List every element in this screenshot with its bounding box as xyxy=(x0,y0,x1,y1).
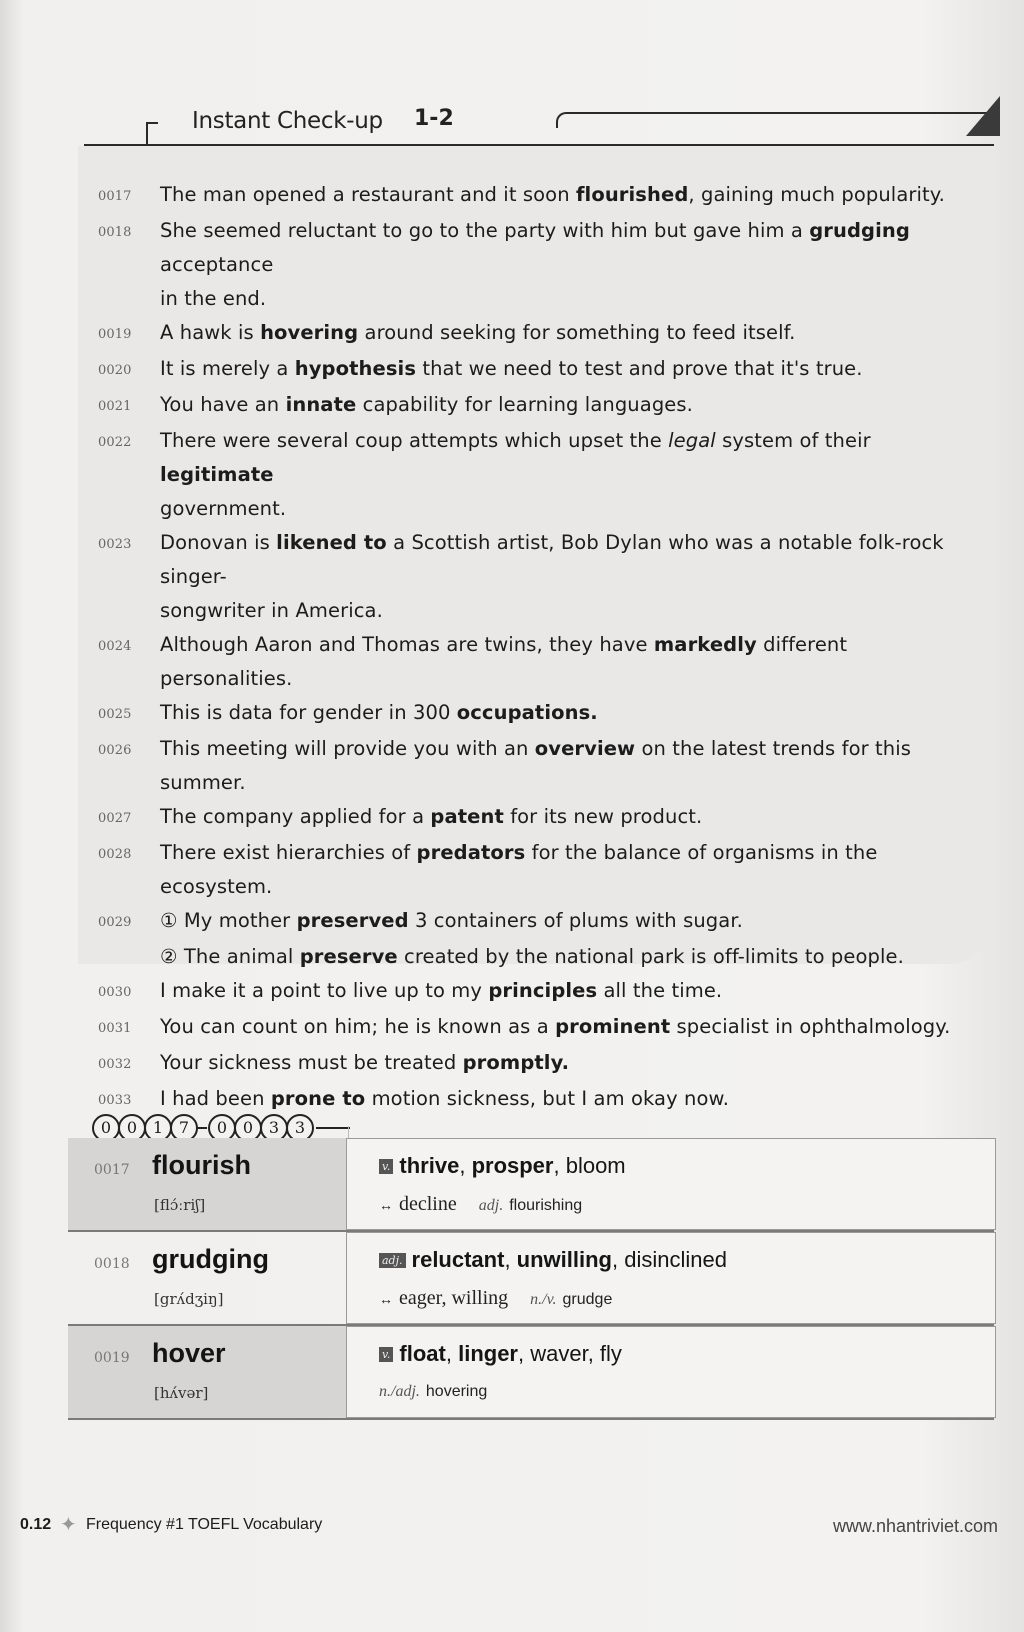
sentence-text: in the end. xyxy=(160,287,267,310)
sentence-row xyxy=(98,178,978,214)
corner-fold xyxy=(966,96,1000,136)
text-run: Donovan is xyxy=(160,531,277,554)
sentence-text xyxy=(160,214,970,282)
star-icon: ✦ xyxy=(60,1512,77,1536)
text-run: ① My mother xyxy=(160,909,297,932)
derivative-pos: adj. xyxy=(478,1197,504,1214)
keyword: prominent xyxy=(555,1015,671,1038)
text-run: There were several coup attempts which upset the xyxy=(160,429,669,452)
synonym-line xyxy=(379,1247,727,1273)
text-run: Your sickness must be treated xyxy=(160,1051,463,1074)
derivative-pos: n./v. xyxy=(530,1291,557,1308)
keyword: unwilling xyxy=(516,1247,612,1272)
vocab-entry xyxy=(68,1326,996,1420)
antonym-derivative-line xyxy=(379,1381,487,1401)
entry-rule xyxy=(68,1418,994,1420)
text-run: A hawk is xyxy=(160,321,261,344)
checkup-header xyxy=(84,98,1004,148)
keyword: preserved xyxy=(296,909,409,932)
sentence-text xyxy=(160,732,970,800)
sentence-text xyxy=(160,1082,970,1116)
text-run: It is merely a xyxy=(160,357,295,380)
sentence-row xyxy=(98,214,978,282)
text-run: for its new product. xyxy=(503,805,703,828)
website-url: www.nhantriviet.com xyxy=(832,1516,998,1536)
keyword: float xyxy=(399,1341,446,1366)
antonym-arrow-icon: ↔ xyxy=(379,1293,393,1308)
keyword: predators xyxy=(416,841,526,864)
sentence-row xyxy=(98,424,978,492)
text-run: You can count on him; he is known as a xyxy=(160,1015,556,1038)
sentence-number: 0023 xyxy=(98,537,132,552)
text-run: , xyxy=(445,1341,459,1366)
text-run: on the latest trends for this summer. xyxy=(160,737,911,794)
text-run: system of their xyxy=(715,429,871,452)
keyword: grudging xyxy=(809,219,910,242)
pronunciation: [hʌ́vər] xyxy=(154,1384,209,1402)
sentence-number: 0029 xyxy=(98,915,132,930)
range-digit: 3 xyxy=(286,1114,314,1142)
text-run: , xyxy=(459,1153,472,1178)
sentence-text xyxy=(160,836,970,904)
page-number: 0.12 xyxy=(20,1516,52,1533)
sentence-text xyxy=(160,628,970,696)
text-run: Although Aaron and Thomas are twins, they have xyxy=(160,633,654,656)
vocab-entry xyxy=(68,1138,996,1232)
entry-definition-cell xyxy=(346,1138,996,1230)
sentence-number: 0022 xyxy=(98,435,132,450)
sentence-text xyxy=(160,974,970,1008)
sentence-number: 0019 xyxy=(98,327,132,342)
keyword: preserve xyxy=(299,945,398,968)
sentence-text: government. xyxy=(160,497,287,520)
text-run: 3 containers of plums with sugar. xyxy=(408,909,743,932)
entry-number: 0019 xyxy=(94,1350,130,1366)
sentence-number: 0018 xyxy=(98,225,132,240)
text-run: all the time. xyxy=(597,979,723,1002)
sentence-text xyxy=(160,904,970,938)
sentence-text xyxy=(160,316,970,350)
header-rule xyxy=(84,144,994,146)
keyword: likened to xyxy=(276,531,387,554)
text-run: acceptance xyxy=(160,253,274,276)
page-footer xyxy=(20,1512,1000,1542)
keyword: overview xyxy=(534,737,636,760)
sentence-text xyxy=(160,388,970,422)
sentence-text xyxy=(160,178,970,212)
sentence-text xyxy=(160,1010,970,1044)
sentence-row xyxy=(98,526,978,594)
sentence-number: 0020 xyxy=(98,363,132,378)
derivative: flourishing xyxy=(509,1197,583,1214)
sentence-number: 0028 xyxy=(98,847,132,862)
text-run: , waver, fly xyxy=(518,1341,622,1366)
sentence-continuation xyxy=(98,492,978,526)
sentence-row xyxy=(98,836,978,904)
text-run: The man opened a restaurant and it soon xyxy=(160,183,576,206)
sentence-continuation xyxy=(98,940,978,974)
text-run: There exist hierarchies of xyxy=(160,841,417,864)
tab-right-edge xyxy=(556,112,998,128)
range-digit: 1 xyxy=(144,1114,172,1142)
range-digit: 7 xyxy=(170,1114,198,1142)
text-run: She seemed reluctant to go to the party with him but gave him a xyxy=(160,219,810,242)
sentence-row xyxy=(98,800,978,836)
italic-text: legal xyxy=(668,429,716,452)
sentence-row xyxy=(98,732,978,800)
sentence-row xyxy=(98,696,978,732)
text-run: motion sickness, but I am okay now. xyxy=(365,1087,730,1110)
text-run: , xyxy=(504,1247,517,1272)
text-run: for the balance of organisms in the ecosystem. xyxy=(160,841,878,898)
checkup-number: 1-2 xyxy=(414,106,454,131)
headword: grudging xyxy=(152,1244,269,1274)
vocab-entry xyxy=(68,1232,996,1326)
antonym: decline xyxy=(399,1193,457,1215)
text-run: I had been xyxy=(160,1087,271,1110)
sentence-number: 0033 xyxy=(98,1093,132,1108)
sentence-row xyxy=(98,628,978,696)
sentence-number: 0030 xyxy=(98,985,132,1000)
sentence-number: 0026 xyxy=(98,743,132,758)
sentence-number: 0017 xyxy=(98,189,132,204)
keyword: promptly. xyxy=(462,1051,570,1074)
text-run: You have an xyxy=(160,393,286,416)
range-digit: 0 xyxy=(234,1114,262,1142)
entry-headword-cell xyxy=(68,1138,346,1230)
entry-headword-cell xyxy=(68,1232,346,1324)
text-run: capability for learning languages. xyxy=(356,393,693,416)
text-run: The company applied for a xyxy=(160,805,431,828)
part-of-speech-badge: v. xyxy=(379,1159,393,1174)
keyword: prosper xyxy=(471,1153,554,1178)
sentence-number: 0031 xyxy=(98,1021,132,1036)
keyword: legitimate xyxy=(160,463,274,486)
antonym-arrow-icon: ↔ xyxy=(379,1199,393,1214)
range-digit: 0 xyxy=(208,1114,236,1142)
keyword: markedly xyxy=(653,633,757,656)
entry-number: 0017 xyxy=(94,1162,130,1178)
keyword: hypothesis xyxy=(294,357,417,380)
text-run: a Scottish artist, Bob Dylan who was a notable folk-rock singer- xyxy=(160,531,944,588)
text-run: , disinclined xyxy=(612,1247,727,1272)
entry-headword-cell xyxy=(68,1326,346,1418)
sentence-row xyxy=(98,1010,978,1046)
entry-definition-cell xyxy=(346,1326,996,1418)
synonym-line xyxy=(379,1153,626,1179)
headword: flourish xyxy=(152,1150,251,1180)
sentence-continuation xyxy=(98,594,978,628)
sentence-text xyxy=(160,940,970,974)
sentence-continuation xyxy=(98,282,978,316)
sentence-row xyxy=(98,352,978,388)
antonym-derivative-line xyxy=(379,1193,582,1216)
entry-definition-cell xyxy=(346,1232,996,1324)
headword: hover xyxy=(152,1338,226,1368)
range-digit: 0 xyxy=(118,1114,146,1142)
antonym-derivative-line xyxy=(379,1287,612,1310)
keyword: thrive xyxy=(399,1153,460,1178)
text-run: , gaining much popularity. xyxy=(688,183,945,206)
sentence-number: 0027 xyxy=(98,811,132,826)
tab-left-edge xyxy=(146,122,158,146)
sentence-row xyxy=(98,316,978,352)
entry-number: 0018 xyxy=(94,1256,130,1272)
pronunciation: [flɔ́ːriʃ] xyxy=(154,1196,206,1214)
keyword: occupations. xyxy=(456,701,598,724)
pronunciation: [grʌ́dʒiŋ] xyxy=(154,1290,224,1308)
sentence-text xyxy=(160,526,970,594)
sentence-row xyxy=(98,904,978,940)
derivative: hovering xyxy=(425,1383,488,1400)
text-run: around seeking for something to feed itself. xyxy=(358,321,796,344)
sentence-text xyxy=(160,800,970,834)
keyword: principles xyxy=(488,979,598,1002)
text-run: different personalities. xyxy=(160,633,848,690)
keyword: patent xyxy=(430,805,504,828)
text-run: This meeting will provide you with an xyxy=(160,737,535,760)
text-run: specialist in ophthalmology. xyxy=(670,1015,951,1038)
derivative: grudge xyxy=(562,1291,613,1308)
sentence-row xyxy=(98,1046,978,1082)
text-run: This is data for gender in 300 xyxy=(160,701,457,724)
sentence-text xyxy=(160,1046,970,1080)
sentence-text xyxy=(160,352,970,386)
sentence-number: 0025 xyxy=(98,707,132,722)
range-dash xyxy=(197,1127,207,1129)
keyword: reluctant xyxy=(411,1247,505,1272)
part-of-speech-badge: v. xyxy=(379,1347,393,1362)
antonym: eager, willing xyxy=(399,1287,509,1309)
sentence-row xyxy=(98,388,978,424)
text-run: ② The animal xyxy=(160,945,300,968)
part-of-speech-badge: adj. xyxy=(379,1253,406,1268)
checkup-title: Instant Check-up xyxy=(192,108,383,134)
range-digit: 0 xyxy=(92,1114,120,1142)
keyword: flourished xyxy=(575,183,689,206)
series-title: Frequency #1 TOEFL Vocabulary xyxy=(86,1516,323,1533)
sentence-text: songwriter in America. xyxy=(160,599,383,622)
range-rule xyxy=(316,1127,350,1129)
derivative-pos: n./adj. xyxy=(379,1383,420,1400)
sentence-row xyxy=(98,974,978,1010)
sentence-number: 0032 xyxy=(98,1057,132,1072)
range-digit: 3 xyxy=(260,1114,288,1142)
keyword: linger xyxy=(458,1341,518,1366)
sentence-number: 0021 xyxy=(98,399,132,414)
keyword: innate xyxy=(285,393,357,416)
sentence-text xyxy=(160,696,970,730)
sentence-list xyxy=(98,178,978,1118)
keyword: hovering xyxy=(260,321,359,344)
text-run: , bloom xyxy=(553,1153,626,1178)
sentence-number: 0024 xyxy=(98,639,132,654)
text-run: I make it a point to live up to my xyxy=(160,979,489,1002)
text-run: created by the national park is off-limits to people. xyxy=(397,945,904,968)
keyword: prone to xyxy=(270,1087,366,1110)
synonym-line xyxy=(379,1341,622,1367)
sentence-text xyxy=(160,424,970,492)
text-run: that we need to test and prove that it's true. xyxy=(416,357,863,380)
